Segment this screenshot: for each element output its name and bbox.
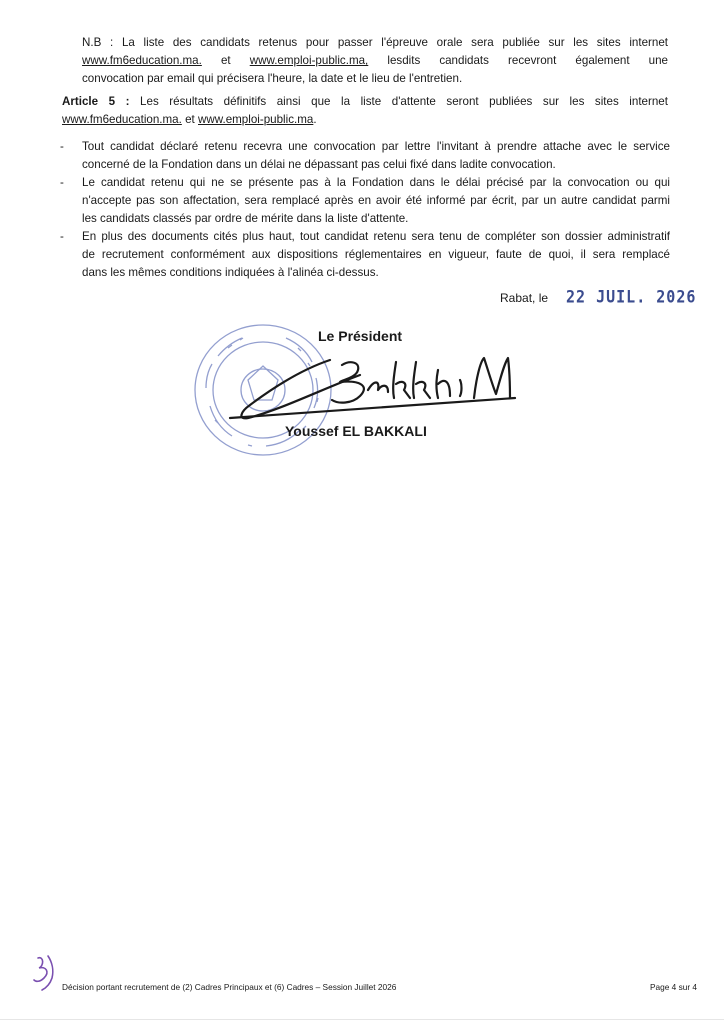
foundation-logo-icon bbox=[30, 952, 60, 992]
conditions-list bbox=[60, 138, 670, 282]
list-item-line: de recrutement conformément aux dispositions réglementaires en vigueur, faute de quoi, il sera remplacé bbox=[82, 248, 670, 261]
nb-conj: et bbox=[220, 54, 231, 67]
list-item-line: concerné de la Fondation dans un délai ne dépassant pas celui fixé dans ladite convocation. bbox=[82, 158, 556, 171]
president-title: Le Président bbox=[318, 328, 403, 344]
list-item-line: En plus des documents cités plus haut, tout candidat retenu sera tenu de compléter son dossier administratif bbox=[82, 230, 670, 243]
scan-edge-divider bbox=[0, 1019, 724, 1020]
nb-label: N.B : bbox=[82, 36, 114, 49]
nb-line2-rest: lesdits candidats recevront également une bbox=[387, 54, 668, 67]
nb-line3: convocation par email qui précisera l'heure, la date et le lieu de l'entretien. bbox=[82, 72, 463, 85]
article-5-conj: et bbox=[185, 113, 195, 126]
link-fm6education[interactable]: www.fm6education.ma. bbox=[82, 54, 202, 67]
article-5-end: . bbox=[313, 113, 317, 126]
list-item bbox=[60, 174, 670, 228]
nb-paragraph bbox=[82, 34, 668, 88]
dash-marker: - bbox=[60, 140, 64, 153]
handwritten-signature-icon bbox=[210, 350, 530, 425]
dash-marker: - bbox=[60, 230, 64, 243]
nb-line1-text: La liste des candidats retenus pour passer l'épreuve orale sera publiée sur les sites internet bbox=[121, 36, 668, 49]
list-item bbox=[60, 228, 670, 282]
article-5-label: Article 5 : bbox=[62, 95, 130, 108]
list-item-line: n'accepte pas son affectation, sera remplacé après en avoir été informé par écrit, par un autre candidat parmi bbox=[82, 194, 670, 207]
article-5-paragraph bbox=[62, 93, 668, 129]
date-stamp: 22 JUIL. 2026 bbox=[566, 286, 697, 308]
link-fm6education-2[interactable]: www.fm6education.ma. bbox=[62, 113, 182, 126]
list-item-line: Le candidat retenu qui ne se présente pas à la Fondation dans le délai précisé par la convocation ou qui bbox=[82, 176, 670, 189]
list-item-line: Tout candidat déclaré retenu recevra une convocation par lettre l'invitant à prendre attache avec le service bbox=[82, 140, 670, 153]
link-emploi-public-2[interactable]: www.emploi-public.ma bbox=[198, 113, 314, 126]
list-item bbox=[60, 138, 670, 174]
list-item-line: les candidats classés par ordre de mérite dans la liste d'attente. bbox=[82, 212, 409, 225]
footer-decision-text: Décision portant recrutement de (2) Cadres Principaux et (6) Cadres – Session Juillet 2026 bbox=[62, 982, 397, 992]
date-place: Rabat, le bbox=[500, 291, 549, 305]
article-5-line1: Les résultats définitifs ainsi que la liste d'attente seront publiées sur les sites internet bbox=[140, 95, 668, 108]
link-emploi-public[interactable]: www.emploi-public.ma, bbox=[249, 54, 369, 67]
dash-marker: - bbox=[60, 176, 64, 189]
list-item-line: dans les mêmes conditions indiquées à l'alinéa ci-dessus. bbox=[82, 266, 379, 279]
signatory-name: Youssef EL BAKKALI bbox=[285, 423, 427, 439]
page-number: Page 4 sur 4 bbox=[650, 982, 698, 992]
